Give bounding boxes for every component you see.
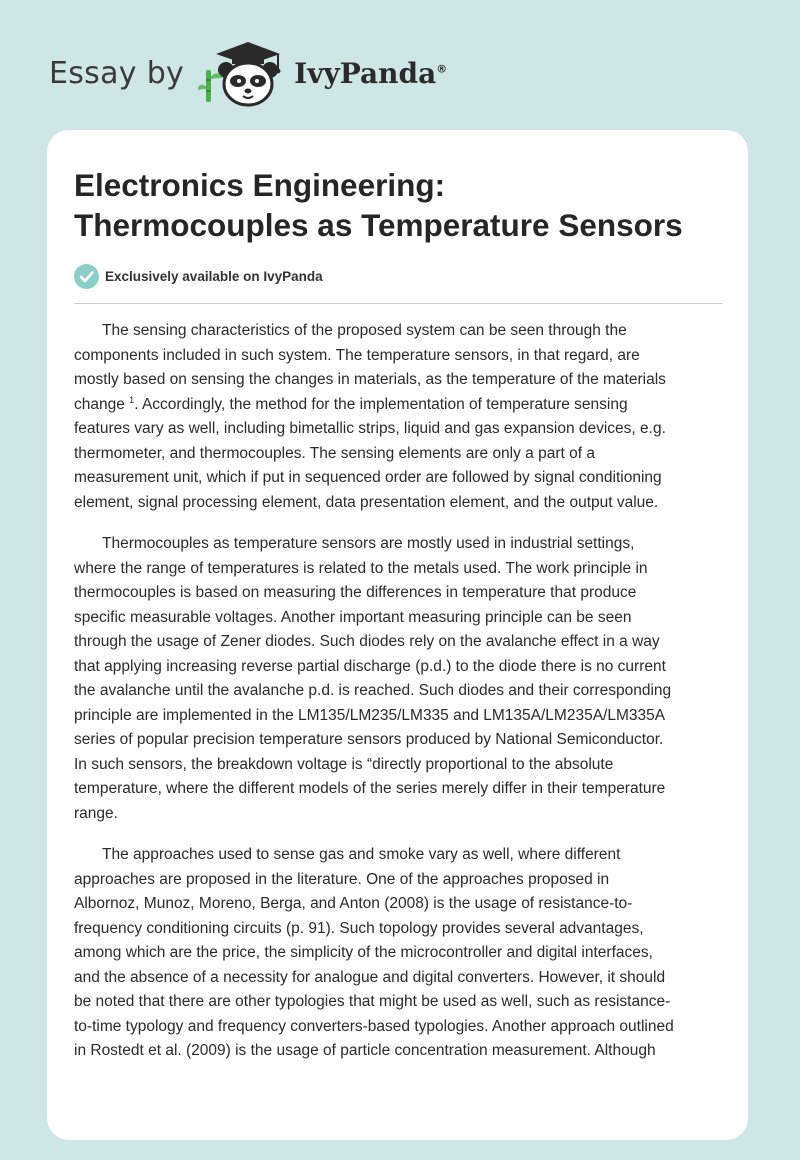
text-line: be noted that there are other typologies that might be used as well, such as resistance-: [74, 993, 671, 1010]
title-line: Thermocouples as Temperature Sensors: [74, 207, 683, 243]
exclusive-label: Exclusively available on IvyPanda: [105, 269, 323, 284]
paragraph: [74, 843, 734, 1064]
text-line: where the range of temperatures is related to the metals used. The work principle in: [74, 559, 648, 577]
text-line: The sensing characteristics of the proposed system can be seen through the: [102, 322, 627, 339]
text-line: element, signal processing element, data presentation element, and the output value.: [74, 493, 659, 511]
text-line: Albornoz, Munoz, Moreno, Berga, and Anton (2008) is the usage of resistance-to-: [74, 895, 633, 912]
text-line: frequency conditioning circuits (p. 91). Such topology provides several advantages,: [74, 919, 644, 937]
title-line: Electronics Engineering:: [74, 167, 446, 203]
page-title: [74, 165, 734, 245]
text-line: through the usage of Zener diodes. Such diodes rely on the avalanche effect in a way: [74, 633, 660, 650]
essay-card: [47, 130, 748, 1140]
text-line: features vary as well, including bimetallic strips, liquid and gas expansion devices, e.g.: [74, 420, 666, 437]
text-line: approaches are proposed in the literature. One of the approaches proposed in: [74, 870, 610, 888]
text-line: thermocouples is based on measuring the differences in temperature that produce: [74, 584, 637, 601]
text-line: change $^1$. Accordingly, the method for the implementation of temperature sensing: [74, 394, 628, 413]
paragraph: [74, 532, 734, 826]
footnote-ref[interactable]: 1: [129, 394, 135, 405]
text-line: among which are the price, the simplicity of the microcontroller and digital interfaces,: [74, 944, 653, 961]
text-line: that applying increasing reverse partial discharge (p.d.) to the diode there is no current: [74, 657, 666, 675]
brand-name: IvyPanda®: [294, 56, 448, 90]
divider: [74, 303, 723, 304]
brand-prefix: Essay by: [49, 55, 185, 91]
text-line: range.: [74, 804, 118, 822]
text-line: the avalanche until the avalanche p.d. is reached. Such diodes and their corresponding: [74, 682, 672, 699]
exclusive-badge: [74, 264, 323, 289]
text-line: thermometer, and thermocouples. The sensing elements are only a part of a: [74, 444, 595, 462]
text-line: in Rostedt et al. (2009) is the usage of particle concentration measurement. Although: [74, 1042, 656, 1059]
panda-logo-icon[interactable]: [198, 38, 290, 108]
paragraph: [74, 319, 734, 515]
text-line: mostly based on sensing the changes in materials, as the temperature of the materials: [74, 371, 666, 388]
registered-mark: ®: [436, 62, 448, 76]
text-line: measurement unit, which if put in sequenced order are followed by signal conditioning: [74, 469, 662, 486]
text-line: series of popular precision temperature sensors produced by National Semiconductor.: [74, 731, 664, 748]
text-line: components included in such system. The temperature sensors, in that regard, are: [74, 346, 640, 364]
text-line: principle are implemented in the LM135/LM235/LM335 and LM135A/LM235A/LM335A: [74, 706, 666, 724]
text-line: to-time typology and frequency converters-based typologies. Another approach outlined: [74, 1017, 674, 1035]
text-line: and the absence of a necessity for analogue and digital converters. However, it should: [74, 968, 666, 986]
text-line: The approaches used to sense gas and smoke vary as well, where different: [102, 846, 621, 863]
essay-body: [74, 319, 734, 1081]
text-line: specific measurable voltages. Another important measuring principle can be seen: [74, 608, 632, 626]
check-circle-icon: [74, 264, 99, 289]
text-line: Thermocouples as temperature sensors are mostly used in industrial settings,: [102, 535, 635, 552]
brand-header: [49, 38, 447, 108]
text-line: In such sensors, the breakdown voltage is “directly proportional to the absolute: [74, 755, 614, 773]
text-line: temperature, where the different models of the series merely differ in their temperature: [74, 780, 666, 797]
